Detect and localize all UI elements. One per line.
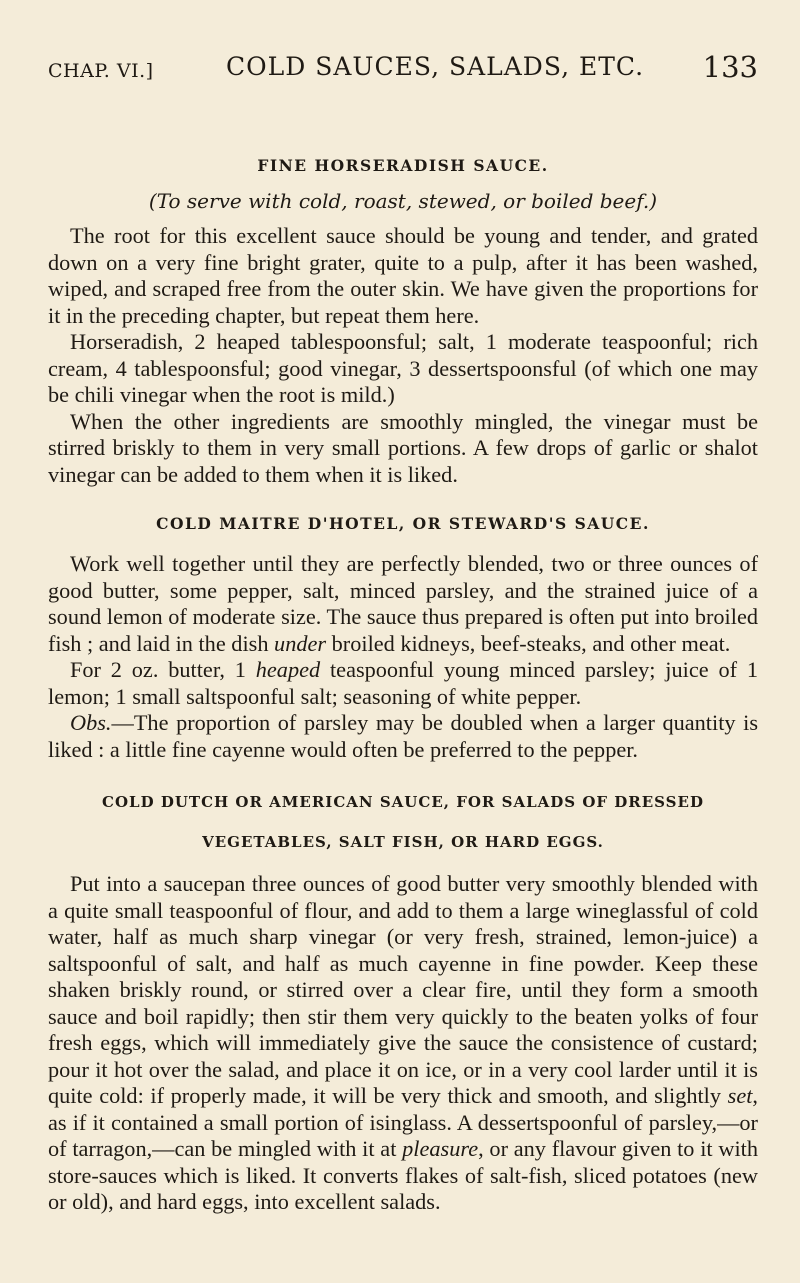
text-run: broiled kidneys, beef-steaks, and other meat. xyxy=(326,630,731,656)
section-heading-dutch-sauce: COLD DUTCH OR AMERICAN SAUCE, FOR SALADS OF DRESSED xyxy=(102,793,704,811)
running-head xyxy=(48,52,758,94)
section-heading-horseradish: FINE HORSERADISH SAUCE. xyxy=(257,156,549,175)
emphasis: heaped xyxy=(255,657,321,682)
emphasis: Obs. xyxy=(70,710,112,735)
section-subtitle-horseradish: (To serve with cold, roast, stewed, or boiled beef.) xyxy=(148,189,658,213)
section-heading-dutch-sauce-line2: VEGETABLES, SALT FISH, OR HARD EGGS. xyxy=(202,833,604,851)
paragraph: Horseradish, 2 heaped tablespoonsful; salt, 1 moderate teaspoonful; rich cream, 4 tablespoonsful; good vinegar, 3 dessertspoonsful (of which one may be chili vinegar when the root is mild.) xyxy=(48,329,758,407)
running-title: COLD SAUCES, SALADS, ETC. xyxy=(226,52,645,81)
text-run: —The proportion of parsley may be doubled when a larger quantity is liked : a little fine cayenne would often be preferred to the pepper. xyxy=(48,710,758,762)
text-run: For 2 oz. butter, 1 xyxy=(70,657,256,682)
text-run: , or any flavour given to it with store-sauces which is liked. It converts flakes of salt-fish, sliced potatoes (new or old), and hard eggs, into excellent salads. xyxy=(48,1136,758,1214)
text-run: Put into a saucepan three ounces of good butter very smoothly blended with a quite small teaspoonful of flour, and add to them a large wineglassful of cold water, half as much sharp vinegar (or very fresh, strained, lemon-juice) a saltspoonful of salt, and half as much cayenne in fine powder. Keep these shaken briskly round, or stirred over a clear fire, until they form a smooth sauce and boil rapidly; then stir them very quickly to the beaten yolks of four fresh eggs, which will immediately give the sauce the consistence of custard; pour it hot over the salad, and place it on ice, or in a very cool larder until it is quite cold: if properly made, it will be very thick and smooth, and slightly xyxy=(48,871,758,1108)
paragraph xyxy=(48,710,758,763)
emphasis: set xyxy=(727,1083,753,1108)
text-run: , as if it contained a small portion of isinglass. A dessertspoonful of parsley,—or of tarragon,—can be mingled with it at xyxy=(48,1083,758,1161)
chapter-marker: CHAP. VI.] xyxy=(48,60,154,82)
paragraph: The root for this excellent sauce should be young and tender, and grated down on a very fine bright grater, quite to a pulp, after it has been washed, wiped, and scraped free from the outer skin. We have given the proportions for it in the preceding chapter, but repeat them here. xyxy=(48,223,758,328)
paragraph xyxy=(48,871,758,1216)
paragraph xyxy=(48,551,758,657)
text-run: Work well together until they are perfectly blended, two or three ounces of good butter, some pepper, salt, minced parsley, and the strained juice of a sound lemon of moderate size. The sauce thus prepared is often put into broiled fish ; and laid in the dish xyxy=(48,551,758,656)
text-run: teaspoonful young minced parsley; juice of 1 lemon; 1 small saltspoonful salt; seasoning of white pepper. xyxy=(48,657,758,709)
emphasis: under xyxy=(274,630,327,656)
emphasis: pleasure xyxy=(402,1136,479,1161)
paragraph: When the other ingredients are smoothly mingled, the vinegar must be stirred briskly to them in very small portions. A few drops of garlic or shalot vinegar can be added to them when it is liked. xyxy=(48,408,758,487)
section-heading-maitre-d-hotel: COLD MAITRE D'HOTEL, OR STEWARD'S SAUCE. xyxy=(156,514,650,533)
paragraph xyxy=(48,657,758,710)
page-number: 133 xyxy=(702,50,758,84)
